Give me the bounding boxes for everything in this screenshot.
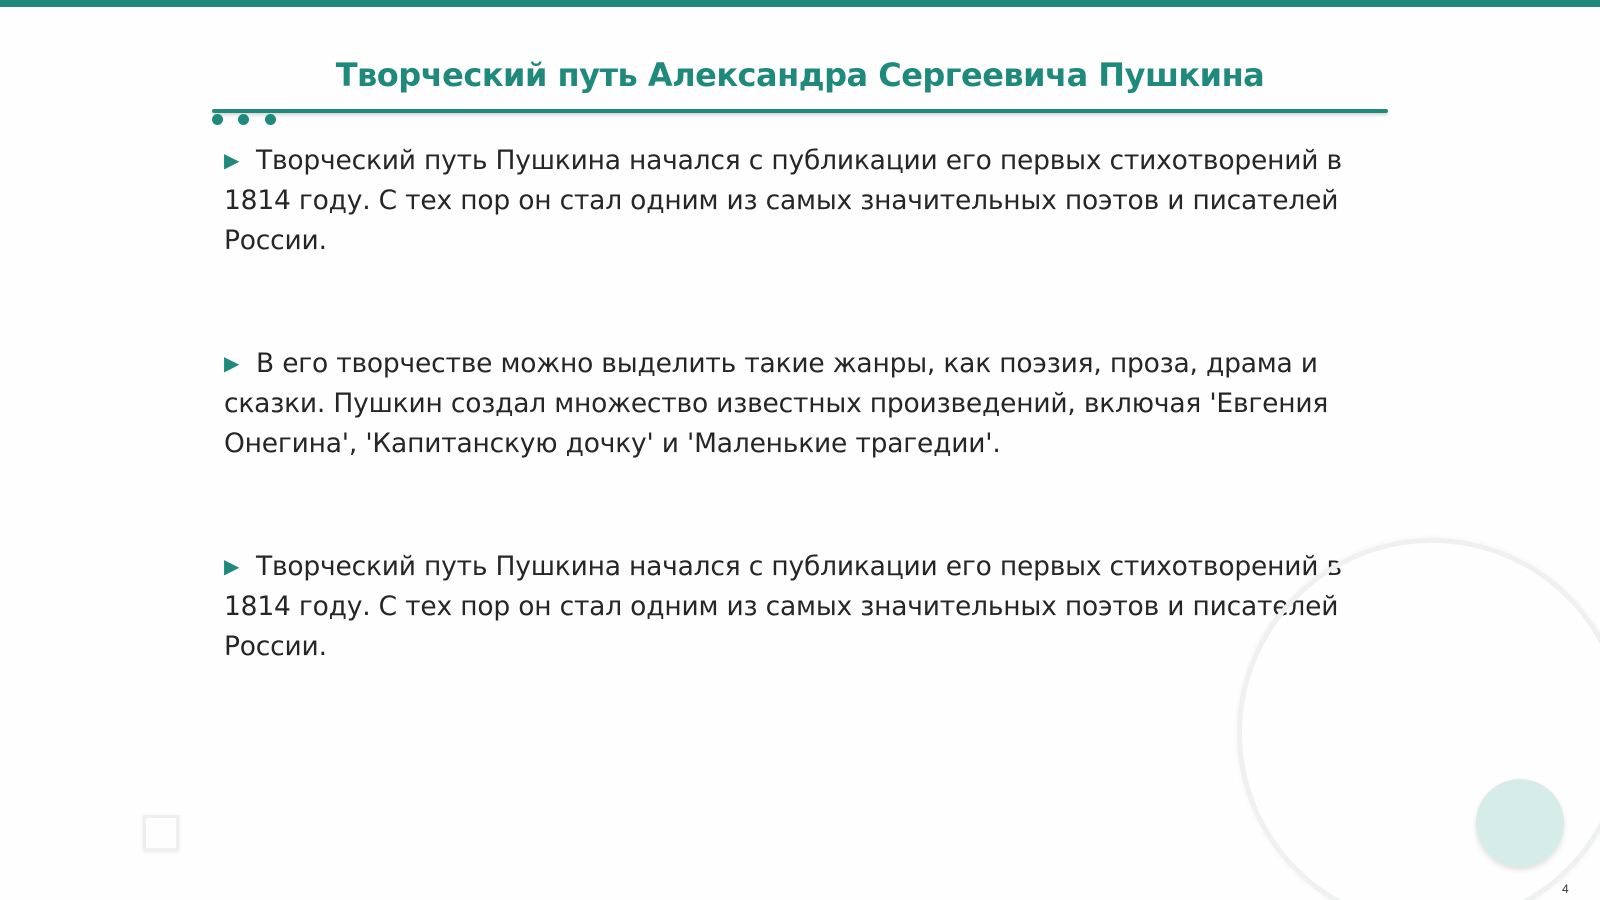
decorative-circle (1476, 779, 1564, 867)
bullet-text: Творческий путь Пушкина начался с публикации его первых стихотворений в 1814 году. С тех пор он стал одним из самых значительных поэтов и писателей России. (224, 551, 1342, 662)
decorative-square (143, 815, 179, 851)
bullet-item (224, 343, 1374, 464)
slide-title: Творческий путь Александра Сергеевича Пушкина (335, 56, 1265, 94)
triangle-right-icon: ▶ (224, 148, 240, 172)
bullet-text: Творческий путь Пушкина начался с публикации его первых стихотворений в 1814 году. С тех пор он стал одним из самых значительных поэтов и писателей России. (224, 145, 1342, 256)
bullet-item (224, 546, 1374, 667)
triangle-right-icon: ▶ (224, 554, 240, 578)
top-accent-bar (0, 0, 1600, 7)
bullet-item (224, 140, 1374, 261)
dot-icon (265, 114, 276, 125)
bullet-list (224, 140, 1374, 749)
bullet-text: В его творчестве можно выделить такие жанры, как поэзия, проза, драма и сказки. Пушкин создал множество известных произведений, включая 'Евгения Онегина', 'Капитанскую дочку' и 'Маленькие трагедии'. (224, 348, 1329, 459)
triangle-right-icon: ▶ (224, 351, 240, 375)
dot-icon (238, 114, 249, 125)
title-dots-decoration (212, 114, 282, 126)
title-underline (212, 109, 1388, 113)
dot-icon (212, 114, 223, 125)
page-number: 4 (1562, 882, 1569, 896)
